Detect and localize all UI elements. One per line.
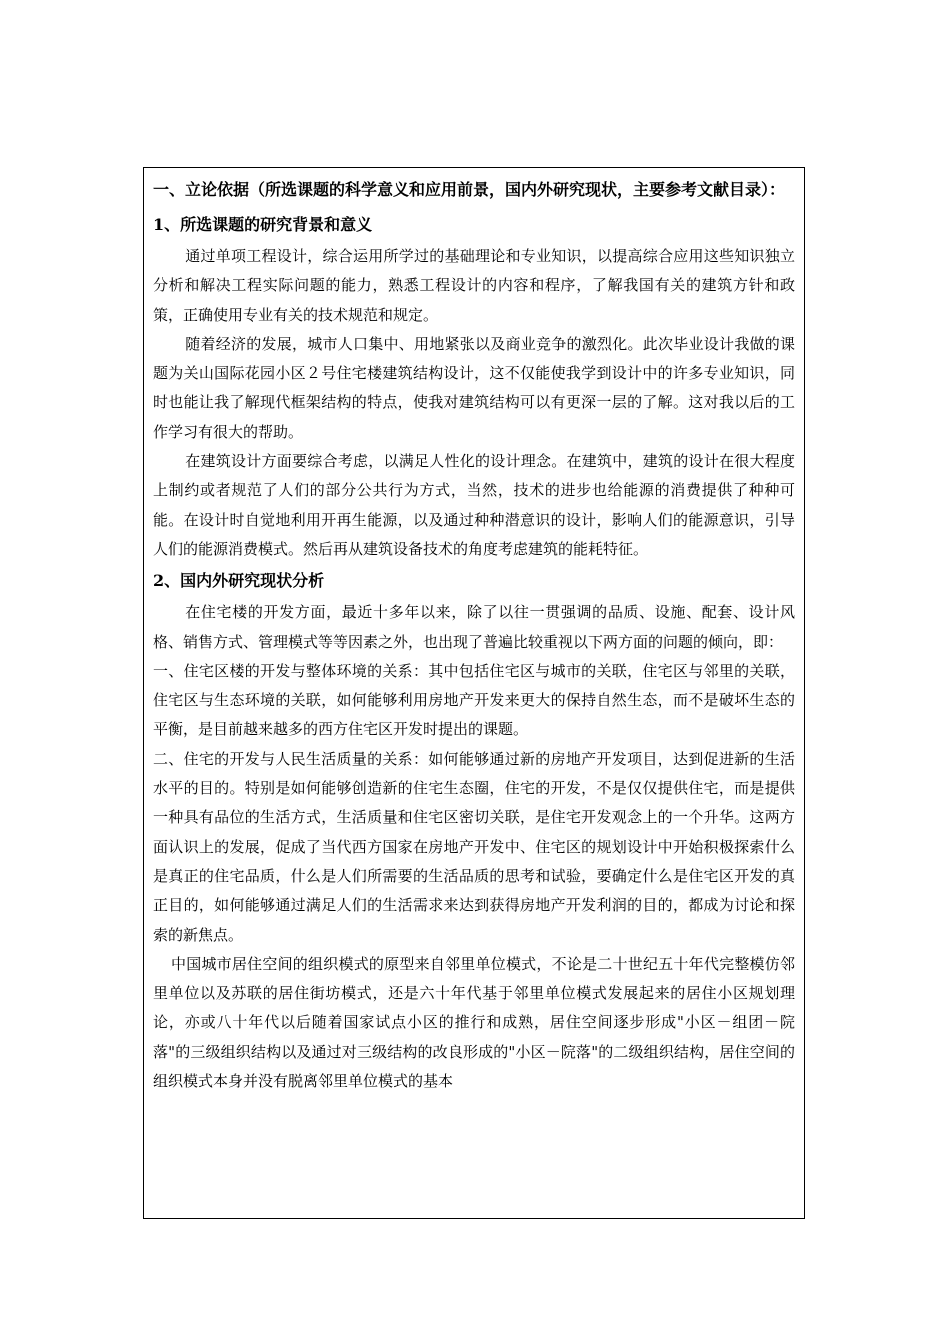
paragraph-5: 一、住宅区楼的开发与整体环境的关系：其中包括住宅区与城市的关联，住宅区与邻里的关联，住宅区与生态环境的关联，如何能够利用房地产开发来更大的保持自然生态，而不是破坏生态的平衡，是目前越来越多的西方住宅区开发时提出的课题。 — [153, 661, 795, 739]
paragraph-2: 随着经济的发展，城市人口集中、用地紧张以及商业竞争的激烈化。此次毕业设计我做的课题为关山国际花园小区２号住宅楼建筑结构设计，这不仅能使我学到设计中的许多专业知识，同时也能让我了解现代框架结构的特点，使我对建筑结构可以有更深一层的了解。这对我以后的工作学习有很大的帮助。 — [153, 334, 795, 441]
section-heading: 一、立论依据（所选课题的科学意义和应用前景，国内外研究现状，主要参考文献目录）： — [153, 180, 786, 199]
subheading-background: 1、所选课题的研究背景和意义 — [153, 215, 373, 234]
paragraph-6: 二、住宅的开发与人民生活质量的关系：如何能够通过新的房地产开发项目，达到促进新的生活水平的目的。特别是如何能够创造新的住宅生态圈，住宅的开发，不是仅仅提供住宅，而是提供一种具有品位的生活方式，生活质量和住宅区密切关联，是住宅开发观念上的一个升华。这两方面认识上的发展，促成了当代西方国家在房地产开发中、住宅区的规划设计中开始积极探索什么是真正的住宅品质，什么是人们所需要的生活品质的思考和试验，要确定什么是住宅区开发的真正目的，如何能够通过满足人们的生活需求来达到获得房地产开发利润的目的，都成为讨论和探索的新焦点。 — [153, 749, 795, 944]
paragraph-1: 通过单项工程设计，综合运用所学过的基础理论和专业知识，以提高综合应用这些知识独立分析和解决工程实际问题的能力，熟悉工程设计的内容和程序，了解我国有关的建筑方针和政策，正确使用专业有关的技术规范和规定。 — [153, 247, 795, 324]
subheading-research-status: 2、国内外研究现状分析 — [153, 571, 325, 591]
document-frame — [143, 167, 805, 1219]
paragraph-7: 中国城市居住空间的组织模式的原型来自邻里单位模式，不论是二十世纪五十年代完整模仿邻里单位以及苏联的居住街坊模式，还是六十年代基于邻里单位模式发展起来的居住小区规划理论，亦或八十年代以后随着国家试点小区的推行和成熟，居住空间逐步形成"小区－组团－院落"的三级组织结构以及通过对三级结构的改良形成的"小区－院落"的二级组织结构，居住空间的组织模式本身并没有脱离邻里单位模式的基本 — [153, 954, 795, 1091]
paragraph-4: 在住宅楼的开发方面，最近十多年以来，除了以往一贯强调的品质、设施、配套、设计风格、销售方式、管理模式等等因素之外，也出现了普遍比较重视以下两方面的问题的倾向，即： — [153, 603, 795, 651]
paragraph-3: 在建筑设计方面要综合考虑，以满足人性化的设计理念。在建筑中，建筑的设计在很大程度上制约或者规范了人们的部分公共行为方式，当然，技术的进步也给能源的消费提供了种种可能。在设计时自觉地利用开再生能源，以及通过种种潜意识的设计，影响人们的能源意识，引导人们的能源消费模式。然后再从建筑设备技术的角度考虑建筑的能耗特征。 — [153, 452, 795, 558]
